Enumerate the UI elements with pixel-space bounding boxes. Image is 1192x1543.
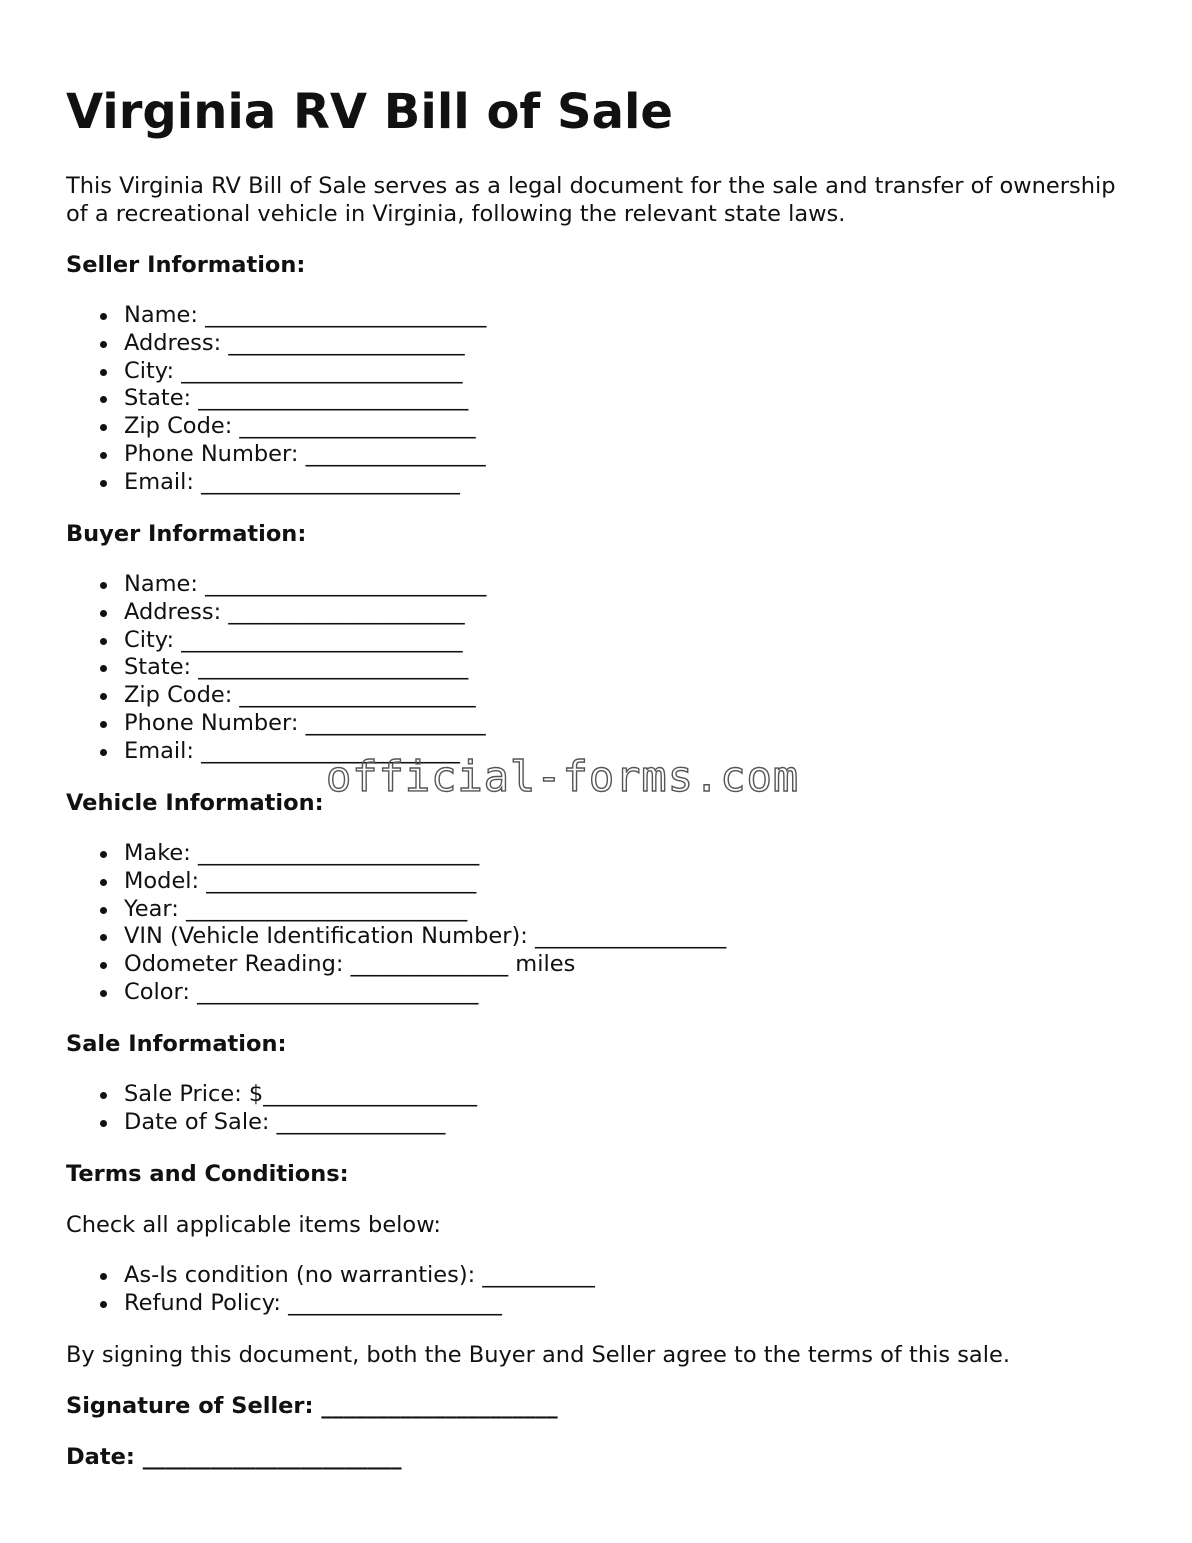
buyer-fields-list (66, 571, 486, 766)
vehicle-vin-field[interactable]: VIN (Vehicle Identification Number): _________________ (66, 923, 726, 951)
sale-price-field[interactable]: Sale Price: $___________________ (66, 1081, 477, 1109)
buyer-information-heading: Buyer Information: (66, 521, 307, 547)
buyer-email-field[interactable]: Email: _______________________ (66, 738, 486, 766)
seller-name-field[interactable]: Name: _________________________ (66, 302, 486, 330)
seller-city-field[interactable]: City: _________________________ (66, 358, 486, 386)
vehicle-make-field[interactable]: Make: _________________________ (66, 840, 726, 868)
sale-information-heading: Sale Information: (66, 1031, 287, 1057)
vehicle-color-field[interactable]: Color: _________________________ (66, 979, 726, 1007)
vehicle-odometer-field[interactable]: Odometer Reading: ______________ miles (66, 951, 726, 979)
buyer-city-field[interactable]: City: _________________________ (66, 627, 486, 655)
sale-fields-list (66, 1081, 477, 1137)
terms-fields-list (66, 1262, 595, 1318)
vehicle-model-field[interactable]: Model: ________________________ (66, 868, 726, 896)
buyer-state-field[interactable]: State: ________________________ (66, 654, 486, 682)
seller-information-heading: Seller Information: (66, 252, 306, 278)
vehicle-information-heading: Vehicle Information: (66, 790, 324, 816)
sale-date-field[interactable]: Date of Sale: _______________ (66, 1109, 477, 1137)
seller-phone-field[interactable]: Phone Number: ________________ (66, 441, 486, 469)
intro-paragraph: This Virginia RV Bill of Sale serves as a legal document for the sale and transfer of ownership of a recreational vehicle in Virginia, following the relevant state laws. (66, 173, 1116, 227)
seller-zip-field[interactable]: Zip Code: _____________________ (66, 413, 486, 441)
vehicle-year-field[interactable]: Year: _________________________ (66, 896, 726, 924)
buyer-zip-field[interactable]: Zip Code: _____________________ (66, 682, 486, 710)
vehicle-fields-list (66, 840, 726, 1007)
date-line[interactable]: Date: _______________________ (66, 1444, 402, 1470)
seller-signature-line[interactable]: Signature of Seller: _____________________ (66, 1393, 558, 1419)
watermark: official-forms.com (326, 752, 800, 801)
as-is-condition-field[interactable]: As-Is condition (no warranties): __________ (66, 1262, 595, 1290)
seller-fields-list (66, 302, 486, 497)
buyer-name-field[interactable]: Name: _________________________ (66, 571, 486, 599)
agreement-statement: By signing this document, both the Buyer and Seller agree to the terms of this sale. (66, 1342, 1010, 1368)
seller-email-field[interactable]: Email: _______________________ (66, 469, 486, 497)
seller-state-field[interactable]: State: ________________________ (66, 385, 486, 413)
buyer-phone-field[interactable]: Phone Number: ________________ (66, 710, 486, 738)
terms-heading: Terms and Conditions: (66, 1161, 349, 1187)
seller-address-field[interactable]: Address: _____________________ (66, 330, 486, 358)
terms-instruction: Check all applicable items below: (66, 1212, 441, 1238)
document-title: Virginia RV Bill of Sale (66, 84, 673, 140)
refund-policy-field[interactable]: Refund Policy: ___________________ (66, 1290, 595, 1318)
buyer-address-field[interactable]: Address: _____________________ (66, 599, 486, 627)
